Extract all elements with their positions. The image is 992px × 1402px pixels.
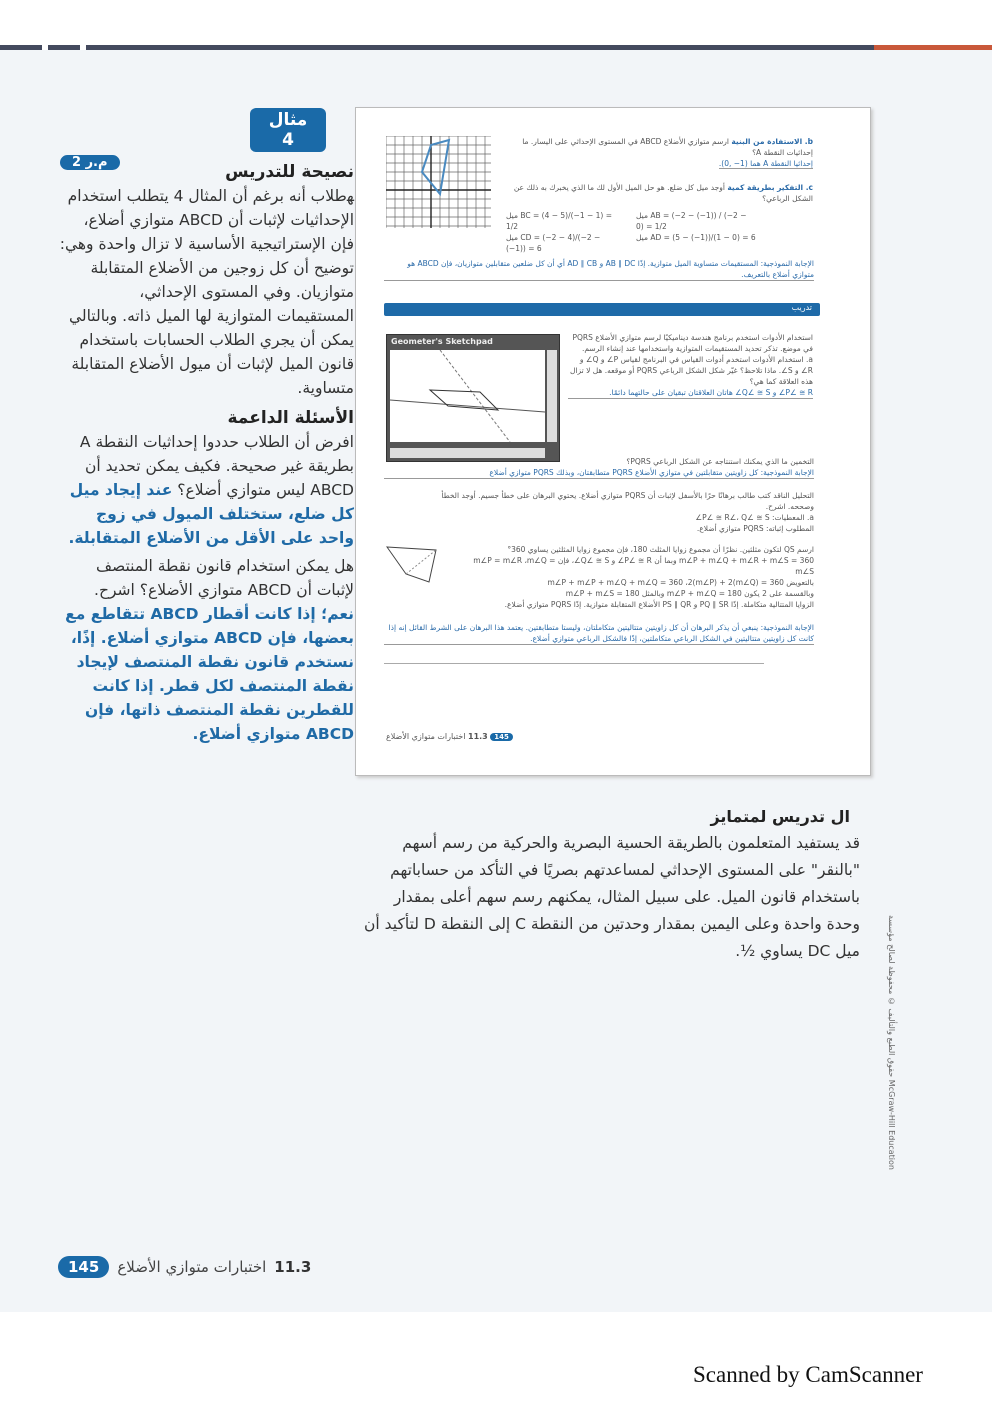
critique: التحليل الناقد كتب طالب برهانًا حرًا بالأسفل لإثبات أن PQRS متوازي أضلاع. يحتوي البرهان على خطأ جسيم. أوجد الخطأ وصححه. اشرح. bbox=[441, 491, 814, 511]
copyright-notice: حقوق الطبع والتأليف © محفوظة لصالح مؤسسة McGraw-Hill Education bbox=[887, 915, 896, 1170]
differentiated-text: قد يستفيد المتعلمون بالطريقة الحسية البصرية والحركية من رسم أسهم "بالنقر" على المستوى الإحداثي لمساعدتهم بصريًا في التأكد من حساباتهم باستخدام قانون الميل. على سبيل المثال، يمكنهم رسم سهم أعلى بمقدار وحدة واحدة وعلى اليمين بمقدار وحدتين من النقطة C إلى النقطة D لتأكيد أن ميل DC يساوي ½. bbox=[364, 834, 860, 960]
inner-footer: 145 11.3 اختبارات متوازي الأضلاع bbox=[386, 732, 513, 741]
part-c-answer: الإجابة النموذجية: المستقيمات متساوية الميل متوازية. إذًا AB ∥ DC و AD ∥ CB أي أن كل ضلعين متقابلين متوازيان، فإن ABCD هو متوازي أضلاع بالتعريف. bbox=[384, 258, 814, 281]
page-number: 145 bbox=[58, 1256, 109, 1278]
conjecture: التخمين ما الذي يمكنك استنتاجه عن الشكل الرباعي PQRS؟ bbox=[626, 457, 814, 466]
questions-title: الأسئلة الداعمة bbox=[227, 408, 354, 428]
student-page-thumbnail bbox=[355, 107, 871, 776]
sketchpad-title: Geometer's Sketchpad bbox=[391, 337, 493, 346]
tip-text: ﻬطلاب أنه برغم أن المثال 4 يتطلب استخدام الإحداثيات لإثبات أن ABCD متوازي أضلاع، فإن الإستراتيجية الأساسية لا تزال واحدة وهي: توضيح أن كل زوجين من الأضلاع المتقابلة متوازيان. وفي المستوى الإحداثي، المستقيمات المتوازية لها الميل ذاته. وبالتالي يمكن أن يجري الطلاب الحسابات باستخدام قانون الميل لإثبات أن ميول الأضلاع المتقابلة متساوية. bbox=[59, 187, 354, 397]
tools-2: a. استخدام الأدوات استخدم أدوات القياس في البرنامج لقياس P∠ و Q∠ و R∠ و S∠. ماذا تلاحظ؟ غيّر شكل الشكل الرباعي PQRS أو موقعه. هل لا تزال هذه العلاقة كما هي؟ bbox=[569, 355, 813, 386]
slope-ad: ميل AD = (5 − (−1))/(1 − 0) = 6 bbox=[636, 233, 756, 242]
tip-title: نصيحة للتدريس bbox=[225, 162, 354, 182]
level-badge: م.ر 2 bbox=[60, 155, 120, 170]
proof-line: وبالقسمة على 2 يكون m∠P + m∠Q = 180 وبالمثل m∠P + m∠S = 180 bbox=[565, 589, 814, 598]
proof-line: ارسم QS لتكون مثلثين. نظرًا أن مجموع زوايا المثلث 180، فإن مجموع زوايا المثلثين يساوي 360° bbox=[507, 545, 814, 554]
proof-line: الزوايا المتتالية متكاملة. إذًا PQ ∥ SR و PS ∥ QR الأضلاع المتقابلة متوازية. إذًا PQRS متوازي أضلاع. bbox=[504, 600, 814, 609]
pqrs-diagram bbox=[384, 544, 444, 586]
part-c-text: أوجد ميل كل ضلع. هو حل الميل الأول لك ما الذي يخبرك به ذلك عن الشكل الرباعي؟ bbox=[513, 183, 813, 203]
question-1: افرض أن الطلاب حددوا إحداثيات النقطة A بطريقة غير صحيحة. فكيف يمكن تحديد أن ABCD ليس متوازي أضلاع؟ bbox=[79, 433, 354, 499]
parallelogram-drawing bbox=[390, 350, 545, 442]
differentiated-instruction bbox=[360, 803, 860, 965]
prove: المطلوب إثباته: PQRS متوازي أضلاع. bbox=[696, 524, 814, 533]
proof-line: بالتعويض m∠P + m∠P + m∠Q + m∠Q = 360 ،2(m∠P) + 2(m∠Q) = 360 bbox=[547, 578, 814, 587]
slope-cd: ميل CD = (−2 − 4)/(−2 − (−1)) = 6 bbox=[506, 233, 601, 253]
teaching-tip bbox=[58, 160, 354, 746]
example-badge: مثال 4 bbox=[250, 108, 326, 152]
part-b-text: ارسم متوازي الأضلاع ABCD في المستوى الإحداثي على اليسار. ما إحداثيات النقطة A؟ bbox=[522, 137, 813, 157]
proof-line: m∠P + m∠Q + m∠R + m∠S = 360 وبما أن P∠ ≅ R∠ و Q∠ ≅ S∠، فإن m∠P = m∠R ،m∠Q = m∠S bbox=[473, 556, 814, 576]
footer-title: اختبارات متوازي الأضلاع bbox=[117, 1258, 267, 1276]
given: a. المعطيات: P∠ ≅ R∠، Q∠ ≅ S∠ bbox=[695, 513, 814, 522]
differentiated-title: ال تدريس لمتمايز bbox=[710, 807, 850, 826]
answer-2: نعم؛ إذا كانت أقطار ABCD تتقاطع مع بعضها، فإن ABCD متوازي أضلاع. إذًا، نستخدم قانون نقطة المنتصف لإيجاد نقطة المنتصف لكل قطر. إذا كانت للقطرين نقطة المنتصف ذاتها، فإن ABCD متوازي أضلاع. bbox=[65, 605, 354, 743]
page-footer bbox=[58, 1256, 311, 1278]
scanner-watermark: Scanned by CamScanner bbox=[693, 1362, 923, 1387]
part-b-label: b. الاستفادة من البنية bbox=[731, 137, 813, 146]
coordinate-grid bbox=[386, 136, 491, 228]
proof-answer: الإجابة النموذجية: ينبغي أن يذكر البرهان أن كل زاويتين متتاليتين متكاملتان، وليستا متطابقتين. يعتمد هذا البرهان على الشرط القائل إنه إذا كانت كل زاويتين متتاليتين في الشكل الرباعي متكاملتين، إذًا فالشكل الرباعي متوازي أضلاع. bbox=[384, 622, 814, 645]
question-2: هل يمكن استخدام قانون نقطة المنتصف لإثبات أن ABCD متوازي الأضلاع؟ اشرح. bbox=[94, 557, 354, 599]
top-bar bbox=[0, 45, 992, 50]
tools-2-answer: P∠ ≅ R∠ و Q∠ ≅ S∠ هاتان العلاقتان تبقيان على حالتهما دائمًا. bbox=[568, 387, 813, 399]
vertical-scrollbar[interactable] bbox=[547, 350, 557, 442]
slope-bc: ميل BC = (4 − 5)/(−1 − 1) = 1/2 bbox=[506, 211, 613, 231]
part-b-answer: إحداثيا النقطة A هما (1− ,0). bbox=[718, 159, 813, 168]
tools-1: استخدام الأدوات استخدم برنامج هندسة ديناميكيًا لرسم متوازي الأضلاع PQRS في موضع. تذكر تحديد المستقيمات المتوازية واستخدامها عند إنشاء الرسم. bbox=[572, 333, 813, 353]
footer-section: 11.3 bbox=[274, 1258, 312, 1276]
part-c-label: c. التفكير بطريقة كمية bbox=[727, 183, 813, 192]
sketchpad-window bbox=[386, 334, 560, 462]
slope-ab: ميل AB = (−2 − (−1)) / (−2 − 0) = 1/2 bbox=[636, 211, 747, 231]
conjecture-answer: الإجابة النموذجية: كل زاويتين متقابلتين في متوازي الأضلاع PQRS متطابقتان، وبذلك PQRS متوازي أضلاع bbox=[384, 467, 814, 479]
answer-1: عند إيجاد ميل كل ضلع، ستختلف الميول في زوج واحد على الأقل من الأضلاع المتقابلة. bbox=[68, 481, 354, 547]
practice-bar: تدريب bbox=[384, 303, 820, 316]
